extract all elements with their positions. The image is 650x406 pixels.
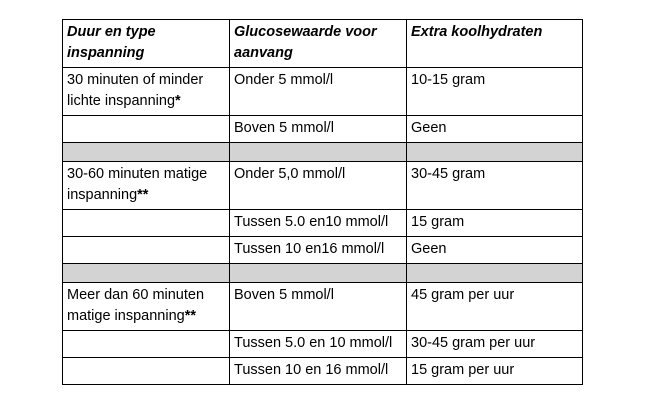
- footnote-marker: *: [175, 93, 181, 109]
- carbs-cell: 45 gram per uur: [407, 283, 583, 331]
- footnote-marker: **: [137, 187, 149, 203]
- header-duration: Duur en type inspanning: [63, 20, 230, 68]
- glucose-cell: Boven 5 mmol/l: [230, 116, 407, 143]
- table-row: [63, 116, 583, 143]
- table-row: [63, 358, 583, 385]
- duration-cell-empty: [63, 237, 230, 264]
- separator-row: [63, 143, 583, 162]
- glucose-cell: Tussen 10 en 16 mmol/l: [230, 358, 407, 385]
- header-carbs: Extra koolhydraten: [407, 20, 583, 68]
- duration-cell: 30-60 minuten matige inspanning**: [63, 162, 230, 210]
- glucose-cell: Tussen 10 en16 mmol/l: [230, 237, 407, 264]
- carbs-cell: 30-45 gram per uur: [407, 331, 583, 358]
- carbs-cell: 10-15 gram: [407, 68, 583, 116]
- glucose-cell: Tussen 5.0 en10 mmol/l: [230, 210, 407, 237]
- carbs-cell: 15 gram per uur: [407, 358, 583, 385]
- header-glucose: Glucosewaarde voor aanvang: [230, 20, 407, 68]
- carbs-cell: Geen: [407, 116, 583, 143]
- glucose-cell: Onder 5 mmol/l: [230, 68, 407, 116]
- duration-cell-empty: [63, 210, 230, 237]
- duration-cell: 30 minuten of minder lichte inspanning*: [63, 68, 230, 116]
- glucose-cell: Onder 5,0 mmol/l: [230, 162, 407, 210]
- exercise-carbohydrate-table: [62, 19, 583, 385]
- table-row: [63, 331, 583, 358]
- carbs-cell: 30-45 gram: [407, 162, 583, 210]
- glucose-cell: Tussen 5.0 en 10 mmol/l: [230, 331, 407, 358]
- duration-cell: Meer dan 60 minuten matige inspanning**: [63, 283, 230, 331]
- table-row: [63, 283, 583, 331]
- table-header-row: [63, 20, 583, 68]
- carbs-cell: 15 gram: [407, 210, 583, 237]
- carbs-cell: Geen: [407, 237, 583, 264]
- table-row: [63, 210, 583, 237]
- duration-cell-empty: [63, 358, 230, 385]
- glucose-cell: Boven 5 mmol/l: [230, 283, 407, 331]
- separator-row: [63, 264, 583, 283]
- table-row: [63, 162, 583, 210]
- table-row: [63, 68, 583, 116]
- duration-cell-empty: [63, 116, 230, 143]
- table-row: [63, 237, 583, 264]
- footnote-marker: **: [184, 308, 196, 324]
- duration-cell-empty: [63, 331, 230, 358]
